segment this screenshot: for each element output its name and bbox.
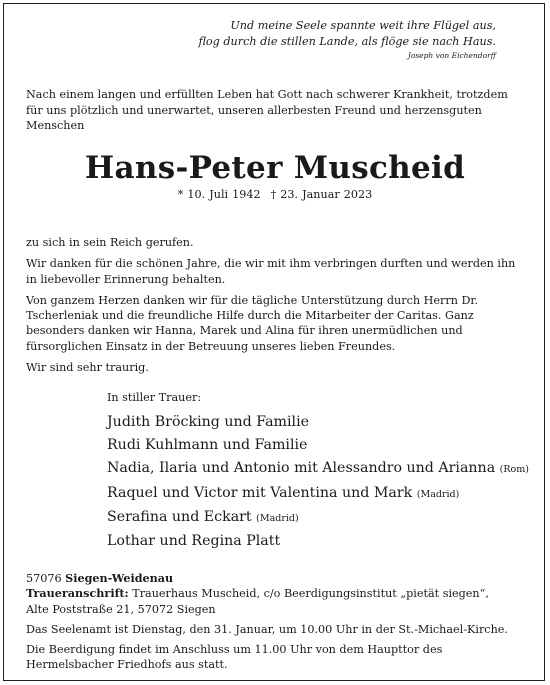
mourner-entry	[107, 457, 527, 481]
body-paragraph: Von ganzem Herzen danken wir für die tägliche Unterstützung durch Herrn Dr. Tscherleniak und die freundliche Hilfe durch die Mitarbeiter der Caritas. Ganz besonders danken wir Hanna, Marek und Alina für ihren unermüdlichen und fürsorglichen Einsatz in der Betreuung unseres lieben Freundes.	[26, 293, 479, 353]
poem-author: Joseph von Eichendorff	[407, 51, 496, 60]
mourner-entry	[107, 434, 527, 457]
birth-date: * 10. Juli 1942	[177, 188, 261, 201]
body-paragraph: zu sich in sein Reich gerufen.	[26, 236, 194, 249]
mourner-city: (Madrid)	[256, 512, 299, 524]
poem-line-2: flog durch die stillen Lande, als flöge sie nach Haus.	[198, 35, 496, 48]
obituary-footer	[26, 571, 526, 678]
mourner-entry	[107, 530, 527, 553]
body-paragraph: Wir danken für die schönen Jahre, die wir mit ihm verbringen durften und werden ihn in liebevoller Erinnerung behalten.	[26, 257, 516, 286]
mourner-entry	[107, 411, 527, 434]
mourners-list	[107, 390, 527, 553]
requiem-notice: Das Seelenamt ist Dienstag, den 31. Januar, um 10.00 Uhr in der St.-Michael-Kirche.	[26, 622, 508, 636]
death-date: † 23. Januar 2023	[270, 188, 373, 201]
obituary-body	[26, 235, 526, 381]
mourner-name: Rudi Kuhlmann und Familie	[107, 437, 308, 454]
address-line-1: Trauerhaus Muscheid, c/o Beerdigungsinstitut „pietät siegen“,	[132, 587, 489, 601]
deceased-name: Hans-Peter Muscheid	[84, 150, 466, 186]
mourner-name: Serafina und Eckart	[107, 508, 252, 525]
life-dates	[0, 187, 550, 202]
mourner-name: Lothar und Regina Platt	[107, 533, 281, 550]
address-block	[26, 571, 526, 617]
mourner-entry	[107, 506, 527, 530]
mourners-label: In stiller Trauer:	[107, 391, 202, 404]
city-name: Siegen-Weidenau	[65, 571, 174, 585]
mourner-name: Nadia, Ilaria und Antonio mit Alessandro und Arianna	[107, 460, 496, 477]
mourner-entry	[107, 482, 527, 506]
mourner-city: (Rom)	[499, 464, 529, 476]
postcode: 57076	[26, 572, 62, 585]
mourner-city: (Madrid)	[416, 488, 460, 500]
intro-text: Nach einem langen und erfüllten Leben hat Gott nach schwerer Krankheit, trotzdem für uns plötzlich und unerwartet, unseren allerbesten Freund und herzensguten Menschen	[26, 88, 508, 132]
address-label: Traueranschrift:	[26, 586, 129, 601]
address-line-2: Alte Poststraße 21, 57072 Siegen	[26, 602, 216, 616]
body-paragraph: Wir sind sehr traurig.	[26, 361, 149, 375]
poem-quote	[198, 18, 496, 62]
poem-line-1: Und meine Seele spannte weit ihre Flügel aus,	[230, 19, 496, 32]
mourner-name: Raquel und Victor mit Valentina und Mark	[107, 484, 413, 501]
mourner-name: Judith Bröcking und Familie	[107, 414, 310, 430]
burial-notice: Die Beerdigung findet im Anschluss um 11.00 Uhr von dem Haupttor des Hermelsbacher Friedhofs aus statt.	[26, 643, 443, 672]
